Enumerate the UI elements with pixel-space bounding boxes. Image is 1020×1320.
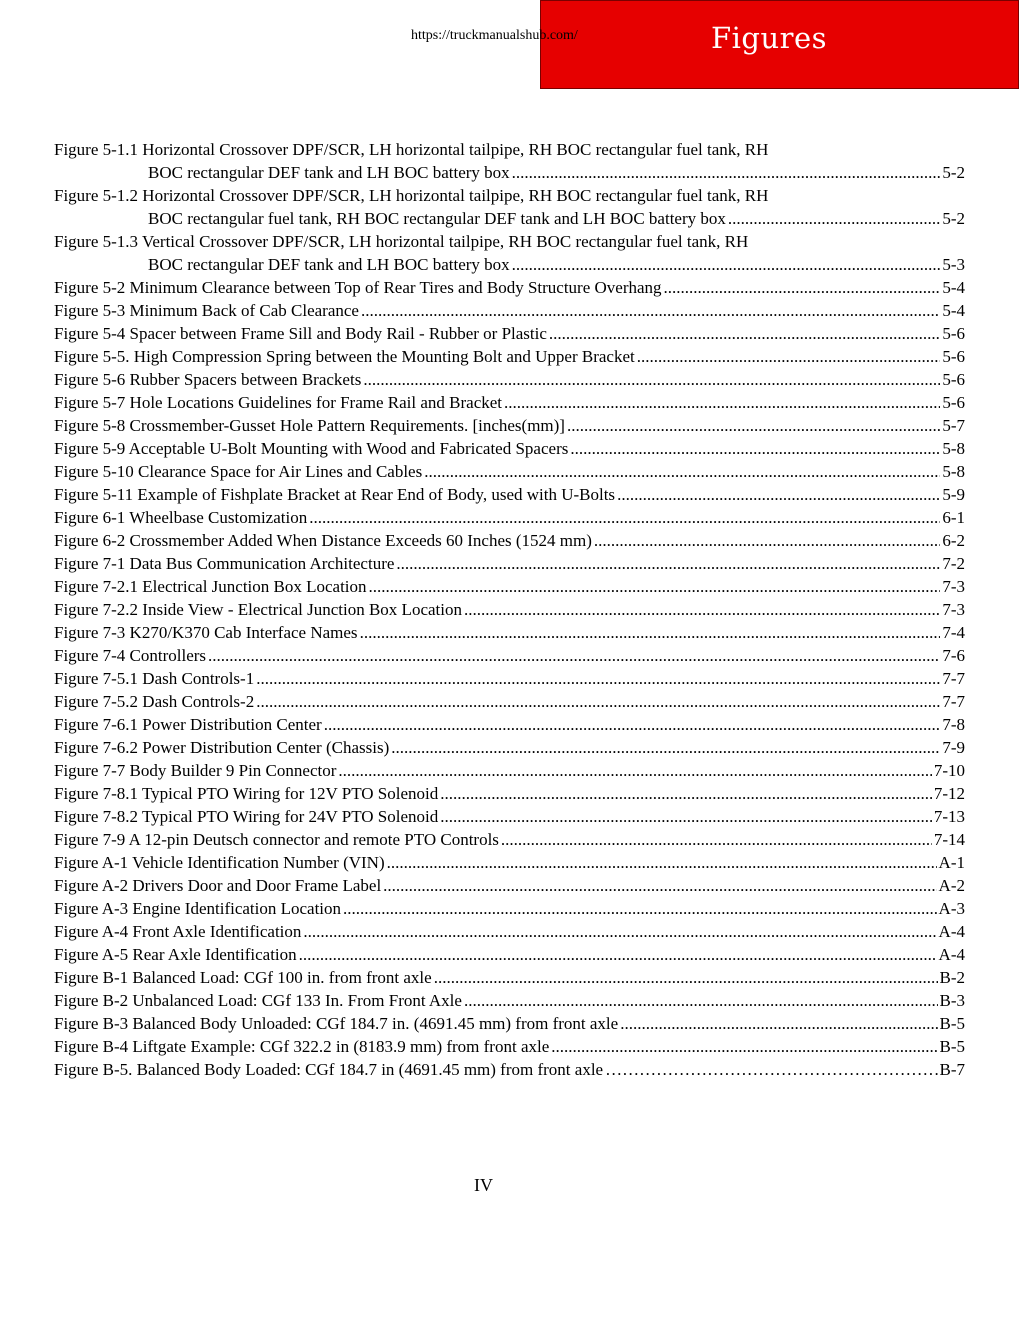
- toc-entry-title-cont: BOC rectangular fuel tank, RH BOC rectangular DEF tank and LH BOC battery box: [148, 209, 726, 228]
- source-url[interactable]: https://truckmanualshub.com/: [411, 28, 578, 43]
- toc-page-ref: 7-3: [942, 600, 965, 619]
- dot-leader: [551, 1035, 937, 1058]
- toc-page-ref: 5-3: [942, 255, 965, 274]
- toc-page-ref: 5-6: [942, 370, 965, 389]
- toc-entry-title-cont: BOC rectangular DEF tank and LH BOC battery box: [148, 255, 510, 274]
- toc-entry[interactable]: [54, 483, 965, 506]
- toc-entry-title: Figure 5-1.3 Vertical Crossover DPF/SCR, LH horizontal tailpipe, RH BOC rectangular fuel tank, RH: [54, 232, 749, 251]
- toc-entry[interactable]: [54, 897, 965, 920]
- page-number: IV: [474, 1175, 493, 1195]
- toc-page-ref: B-5: [939, 1014, 965, 1033]
- section-title: Figures: [711, 21, 828, 55]
- toc-entry-title: Figure 5-1.2 Horizontal Crossover DPF/SCR, LH horizontal tailpipe, RH BOC rectangular fuel tank, RH: [54, 186, 769, 205]
- toc-entry[interactable]: [54, 644, 965, 667]
- dot-leader: [343, 897, 937, 920]
- toc-entry-title: Figure 7-5.1 Dash Controls-1: [54, 669, 255, 688]
- toc-page-ref: 5-4: [942, 278, 965, 297]
- dot-leader: [208, 644, 940, 667]
- toc-entry[interactable]: [54, 736, 965, 759]
- toc-entry-title: Figure 7-7 Body Builder 9 Pin Connector: [54, 761, 337, 780]
- dot-leader: [440, 805, 932, 828]
- toc-entry[interactable]: [54, 506, 965, 529]
- toc-page-ref: 5-2: [942, 163, 965, 182]
- toc-page-ref: 7-2: [942, 554, 965, 573]
- dot-leader: [369, 575, 941, 598]
- toc-page-ref: A-4: [938, 922, 965, 941]
- toc-entry[interactable]: [54, 621, 965, 644]
- toc-page-ref: A-1: [938, 853, 965, 872]
- toc-entry[interactable]: [54, 276, 965, 299]
- dot-leader: [424, 460, 940, 483]
- toc-entry[interactable]: [54, 552, 965, 575]
- toc-entry[interactable]: [54, 759, 965, 782]
- toc-page-ref: 7-13: [933, 807, 965, 826]
- dot-leader: [387, 851, 937, 874]
- toc-entry-title: Figure 5-5. High Compression Spring between the Mounting Bolt and Upper Bracket: [54, 347, 635, 366]
- dot-leader: [637, 345, 941, 368]
- toc-entry-title: Figure 7-4 Controllers: [54, 646, 207, 665]
- toc-entry[interactable]: [54, 299, 965, 322]
- toc-entry-title: Figure 6-1 Wheelbase Customization: [54, 508, 308, 527]
- dot-leader: [360, 621, 941, 644]
- toc-entry[interactable]: [54, 828, 965, 851]
- toc-entry[interactable]: [54, 598, 965, 621]
- toc-page-ref: 5-8: [942, 462, 965, 481]
- dot-leader: [361, 299, 940, 322]
- toc-page-ref: 7-14: [933, 830, 965, 849]
- dot-leader: [256, 690, 940, 713]
- toc-page-ref: A-2: [938, 876, 965, 895]
- toc-entry-title: Figure 5-6 Rubber Spacers between Brackets: [54, 370, 362, 389]
- toc-entry-title: Figure A-1 Vehicle Identification Number (VIN): [54, 853, 385, 872]
- toc-page-ref: 5-6: [942, 324, 965, 343]
- toc-entry-title: Figure B-1 Balanced Load: CGf 100 in. from front axle: [54, 968, 432, 987]
- toc-page-ref: 5-6: [942, 393, 965, 412]
- toc-page-ref: A-4: [938, 945, 965, 964]
- toc-entry-title: Figure 5-11 Example of Fishplate Bracket at Rear End of Body, used with U-Bolts: [54, 485, 616, 504]
- toc-page-ref: B-7: [939, 1060, 965, 1079]
- toc-entry-title: Figure A-5 Rear Axle Identification: [54, 945, 297, 964]
- toc-entry[interactable]: [54, 989, 965, 1012]
- toc-entry-title: Figure 6-2 Crossmember Added When Distance Exceeds 60 Inches (1524 mm): [54, 531, 592, 550]
- toc-page-ref: B-3: [939, 991, 965, 1010]
- toc-entry[interactable]: [54, 1012, 965, 1035]
- toc-entry-title: Figure 5-2 Minimum Clearance between Top of Rear Tires and Body Structure Overhang: [54, 278, 662, 297]
- toc-entry[interactable]: [54, 874, 965, 897]
- toc-entry-title: Figure 7-6.1 Power Distribution Center: [54, 715, 322, 734]
- toc-entry-title: Figure 7-6.2 Power Distribution Center (Chassis): [54, 738, 390, 757]
- dot-leader: [256, 667, 940, 690]
- dot-leader: [324, 713, 941, 736]
- toc-page-ref: A-3: [938, 899, 965, 918]
- toc-page-ref: B-5: [939, 1037, 965, 1056]
- dot-leader: [504, 391, 940, 414]
- toc-page-ref: 7-7: [942, 692, 965, 711]
- toc-entry[interactable]: [54, 667, 965, 690]
- toc-entry[interactable]: [54, 920, 965, 943]
- toc-page-ref: 7-4: [942, 623, 965, 642]
- toc-entry[interactable]: [54, 529, 965, 552]
- toc-entry-title: Figure B-2 Unbalanced Load: CGf 133 In. From Front Axle: [54, 991, 462, 1010]
- toc-entry-title: Figure 5-3 Minimum Back of Cab Clearance: [54, 301, 359, 320]
- toc-entry-title: Figure 7-8.2 Typical PTO Wiring for 24V PTO Solenoid: [54, 807, 439, 826]
- toc-entry-title: Figure 5-8 Crossmember-Gusset Hole Pattern Requirements. [inches(mm)]: [54, 416, 565, 435]
- dot-leader: [464, 598, 940, 621]
- toc-entry[interactable]: [54, 575, 965, 598]
- dot-leader: [309, 506, 940, 529]
- toc-entry[interactable]: [54, 230, 965, 276]
- toc-entry-title: Figure 7-2.1 Electrical Junction Box Location: [54, 577, 367, 596]
- toc-page-ref: 5-6: [942, 347, 965, 366]
- dot-leader: [434, 966, 938, 989]
- toc-entry[interactable]: [54, 782, 965, 805]
- toc-entry-title: Figure 7-8.1 Typical PTO Wiring for 12V PTO Solenoid: [54, 784, 439, 803]
- toc-entry-title: Figure B-4 Liftgate Example: CGf 322.2 in (8183.9 mm) from front axle: [54, 1037, 550, 1056]
- toc-entry-title: Figure B-3 Balanced Body Unloaded: CGf 184.7 in. (4691.45 mm) from front axle: [54, 1014, 619, 1033]
- toc-page-ref: 5-7: [942, 416, 965, 435]
- toc-entry-title: Figure 5-9 Acceptable U-Bolt Mounting with Wood and Fabricated Spacers: [54, 439, 569, 458]
- dot-leader: [391, 736, 940, 759]
- toc-entry[interactable]: [54, 1035, 965, 1058]
- dot-leader: [512, 253, 941, 276]
- dot-leader: [464, 989, 938, 1012]
- toc-page-ref: 7-6: [942, 646, 965, 665]
- toc-entry-title: Figure 5-10 Clearance Space for Air Lines and Cables: [54, 462, 423, 481]
- toc-entry[interactable]: [54, 460, 965, 483]
- toc-entry-title-cont: BOC rectangular DEF tank and LH BOC battery box: [148, 163, 510, 182]
- toc-page-ref: 5-8: [942, 439, 965, 458]
- toc-page-ref: 7-7: [942, 669, 965, 688]
- toc-page-ref: 7-8: [942, 715, 965, 734]
- toc-page-ref: 6-2: [942, 531, 965, 550]
- dot-leader: [440, 782, 932, 805]
- dot-leader: [303, 920, 936, 943]
- toc-entry[interactable]: [54, 184, 965, 230]
- toc-entry-title: Figure A-4 Front Axle Identification: [54, 922, 302, 941]
- toc-entry[interactable]: [54, 414, 965, 437]
- toc-entry[interactable]: [54, 851, 965, 874]
- dot-leader: [383, 874, 936, 897]
- toc-entry-title: Figure A-2 Drivers Door and Door Frame Label: [54, 876, 382, 895]
- toc-entry-title: Figure 5-7 Hole Locations Guidelines for Frame Rail and Bracket: [54, 393, 503, 412]
- toc-entry[interactable]: [54, 345, 965, 368]
- dot-leader: [620, 1012, 937, 1035]
- toc-page-ref: 7-9: [942, 738, 965, 757]
- table-of-figures: [54, 138, 965, 1081]
- toc-page-ref: 6-1: [942, 508, 965, 527]
- toc-entry-title: Figure 7-3 K270/K370 Cab Interface Names: [54, 623, 358, 642]
- dot-leader: [338, 759, 931, 782]
- dot-leader: [512, 161, 941, 184]
- toc-page-ref: B-2: [939, 968, 965, 987]
- toc-entry[interactable]: [54, 391, 965, 414]
- dot-leader: [617, 483, 940, 506]
- dot-leader: [605, 1058, 937, 1081]
- toc-page-ref: 7-12: [933, 784, 965, 803]
- toc-entry-title: Figure 7-1 Data Bus Communication Architecture: [54, 554, 395, 573]
- toc-entry-title: Figure 7-2.2 Inside View - Electrical Junction Box Location: [54, 600, 462, 619]
- toc-page-ref: 5-9: [942, 485, 965, 504]
- toc-entry-title: Figure B-5. Balanced Body Loaded: CGf 184.7 in (4691.45 mm) from front axle: [54, 1060, 604, 1079]
- section-banner: [540, 0, 1019, 89]
- toc-entry-title: Figure 5-4 Spacer between Frame Sill and Body Rail - Rubber or Plastic: [54, 324, 547, 343]
- toc-entry[interactable]: [54, 713, 965, 736]
- toc-entry[interactable]: [54, 437, 965, 460]
- dot-leader: [728, 207, 940, 230]
- toc-entry[interactable]: [54, 943, 965, 966]
- toc-page-ref: 7-10: [933, 761, 965, 780]
- dot-leader: [594, 529, 940, 552]
- toc-entry[interactable]: [54, 138, 965, 184]
- toc-entry[interactable]: [54, 966, 965, 989]
- toc-page-ref: 5-2: [942, 209, 965, 228]
- toc-entry-title: Figure 7-9 A 12-pin Deutsch connector and remote PTO Controls: [54, 830, 499, 849]
- dot-leader: [664, 276, 941, 299]
- toc-page-ref: 7-3: [942, 577, 965, 596]
- dot-leader: [299, 943, 937, 966]
- dot-leader: [363, 368, 940, 391]
- toc-entry-title: Figure 7-5.2 Dash Controls-2: [54, 692, 255, 711]
- toc-entry[interactable]: [54, 1058, 965, 1081]
- toc-entry[interactable]: [54, 805, 965, 828]
- toc-entry[interactable]: [54, 368, 965, 391]
- toc-entry-title: Figure A-3 Engine Identification Location: [54, 899, 342, 918]
- dot-leader: [396, 552, 940, 575]
- dot-leader: [501, 828, 932, 851]
- dot-leader: [570, 437, 940, 460]
- toc-page-ref: 5-4: [942, 301, 965, 320]
- dot-leader: [549, 322, 940, 345]
- toc-entry[interactable]: [54, 690, 965, 713]
- dot-leader: [567, 414, 940, 437]
- toc-entry[interactable]: [54, 322, 965, 345]
- toc-entry-title: Figure 5-1.1 Horizontal Crossover DPF/SCR, LH horizontal tailpipe, RH BOC rectangular fuel tank, RH: [54, 140, 769, 159]
